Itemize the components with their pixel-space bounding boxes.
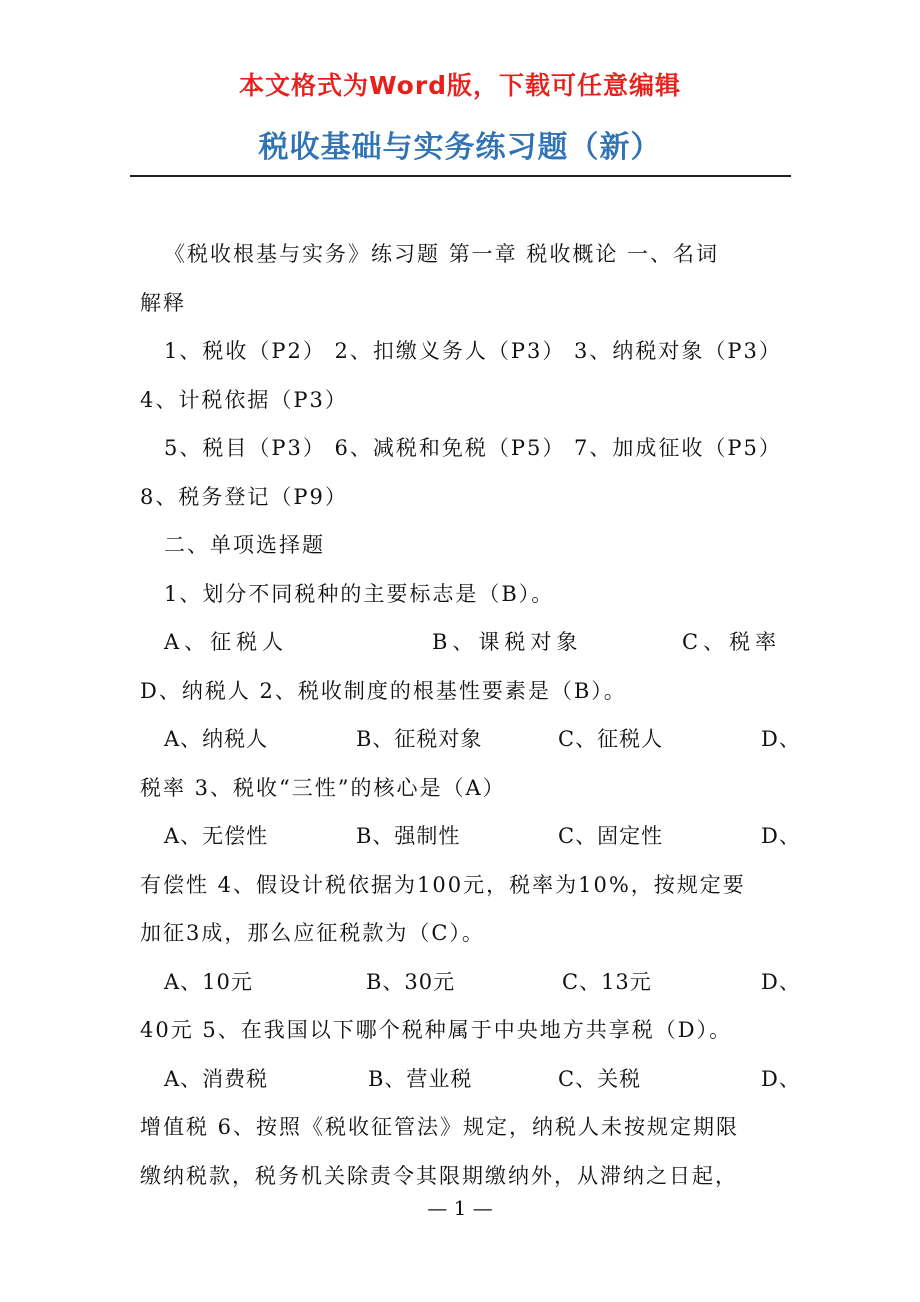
header-rule <box>130 175 791 177</box>
text-line: 有偿性 4、假设计税依据为100元，税率为10%，按规定要 <box>140 872 746 897</box>
document-body <box>140 230 801 1200</box>
option-c: C、征税人 <box>558 727 664 751</box>
format-notice-banner: 本文格式为Word版，下载可任意编辑 <box>238 71 682 100</box>
option-c: C、关税 <box>558 1066 642 1091</box>
option-c: C、固定性 <box>558 824 664 848</box>
text-line: 解释 <box>140 290 186 315</box>
option-a: A、纳税人 <box>164 727 269 751</box>
text-line: 5、税目（P3） 6、减税和免税（P5） 7、加成征收（P5） <box>164 436 782 460</box>
option-c: C、13元 <box>562 969 652 994</box>
text-line: 1、税收（P2） 2、扣缴义务人（P3） 3、纳税对象（P3） <box>164 339 782 363</box>
options-row-q1 <box>140 618 780 667</box>
text-line: 税率 3、税收“三性”的核心是（A） <box>140 775 506 800</box>
option-b: B、30元 <box>366 969 456 994</box>
text-line: 40元 5、在我国以下哪个税种属于中央地方共享税（D）。 <box>140 1018 733 1042</box>
options-row-q4 <box>140 958 801 1007</box>
options-row-q5 <box>140 1055 801 1104</box>
question-text: 1、划分不同税种的主要标志是（B）。 <box>164 581 555 606</box>
text-line: D、纳税人 2、税收制度的根基性要素是（B）。 <box>140 678 627 703</box>
text-line: 加征3成，那么应征税款为（C）。 <box>140 921 485 945</box>
options-row-q2 <box>140 715 801 764</box>
option-a: A、无偿性 <box>164 824 269 848</box>
option-d: D、 <box>761 824 801 848</box>
option-b: B、营业税 <box>368 1066 473 1091</box>
text-line: 4、计税依据（P3） <box>140 387 348 412</box>
text-line: 增值税 6、按照《税收征管法》规定，纳税人未按规定期限 <box>140 1115 740 1139</box>
option-d: D、 <box>761 727 801 751</box>
options-row-q3 <box>140 812 801 861</box>
option-d: D、 <box>761 1066 801 1091</box>
section-heading: 二、单项选择题 <box>164 533 325 557</box>
option-a: A、10元 <box>164 969 253 994</box>
option-a: A、征税人 <box>164 630 289 654</box>
option-d: D、 <box>761 969 801 994</box>
text-line: 缴纳税款，税务机关除责令其限期缴纳外，从滞纳之日起， <box>140 1163 738 1188</box>
option-b: B、强制性 <box>356 824 461 848</box>
text-line: 8、税务登记（P9） <box>140 484 348 509</box>
option-c: C、税率 <box>682 630 782 654</box>
option-b: B、课税对象 <box>432 630 583 654</box>
page-number: — 1 — <box>427 1196 493 1220</box>
text-line: 《税收根基与实务》练习题 第一章 税收概论 一、名词 <box>164 242 720 266</box>
document-title: 税收基础与实务练习题（新） <box>258 130 662 165</box>
option-b: B、征税对象 <box>356 727 483 751</box>
option-a: A、消费税 <box>164 1066 269 1091</box>
